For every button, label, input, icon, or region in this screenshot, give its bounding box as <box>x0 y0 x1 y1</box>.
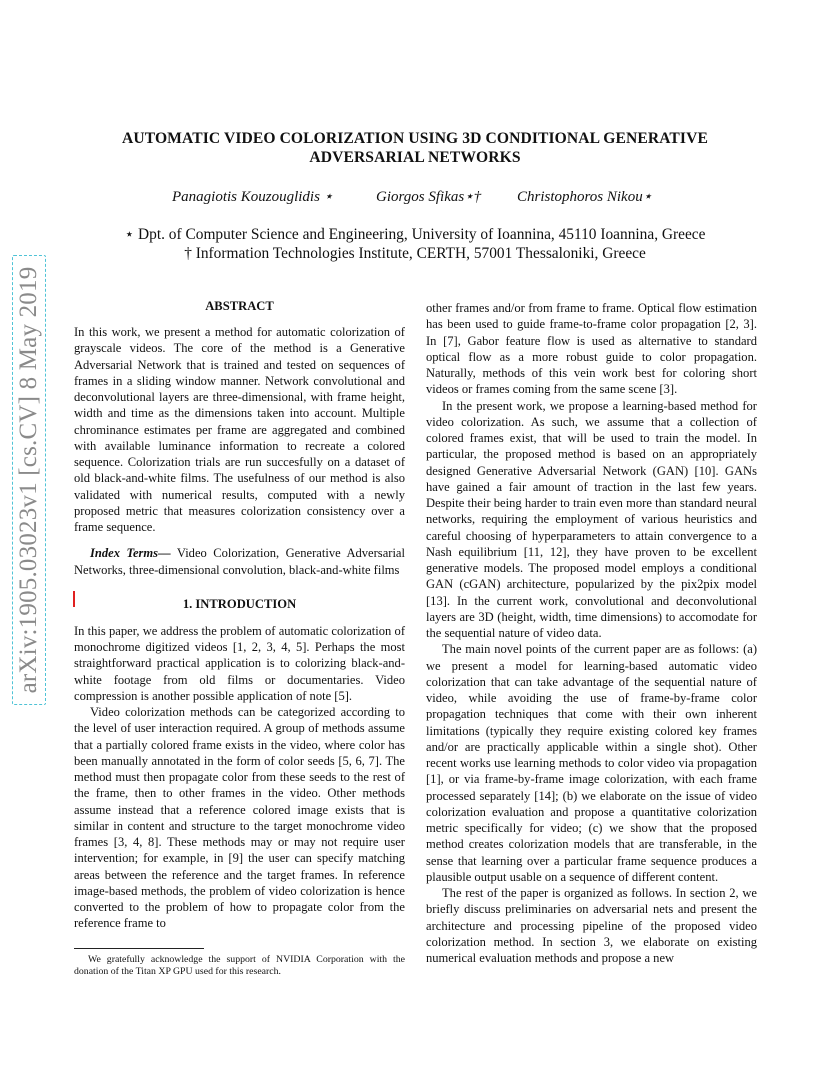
index-terms <box>74 545 405 578</box>
intro-paragraph-2: Video colorization methods can be categorized according to the level of user interaction required. A group of methods assume that a partially colored frame exists in the video, where color has been manually annotated in the form of color seeds [5, 6, 7]. The method must then propagate color from these seeds to the rest of the frame, then to other frames in the video. Other methods assume instead that a reference colored image exists that is similar in content and structure to the target monochrome video frames [3, 4, 8]. These methods may or may not require user intervention; for example, in [9] the user can specify matching areas between the reference and the target frames. In reference image-based methods, the problem of video colorization is hence converted to the problem of how to propagate color from the reference frame to <box>74 705 405 931</box>
abstract-text: In this work, we present a method for automatic colorization of grayscale videos. The core of the method is a Generative Adversarial Network that is trained and tested on sequences of frames in a sliding window manner. Network convolutional and deconvolutional layers are three-dimensional, with frame height, width and time as the dimensions taken into account. Multiple chrominance estimates per frame are aggregated and combined with available luminance information to recreate a colored sequence. Colorization trials are run succesfully on a dataset of old black-and-white films. The usefulness of our method is also validated with numerical results, computed with a newly proposed metric that measures colorization consistency over a frame sequence. <box>74 325 405 534</box>
index-terms-label: Index Terms— <box>90 546 171 561</box>
abstract-heading: ABSTRACT <box>205 299 274 313</box>
index-terms-text: Video Colorization, Generative Adversarial Networks, three-dimensional convolution, black-and-white films <box>74 546 405 577</box>
right-paragraph-3: The main novel points of the current paper are as follows: (a) we present a model for learning-based automatic video colorization that can take advantage of the sequential nature of video, while avoiding the use of frame-by-frame color propagation techniques that come with their own inherent limitations (typically they require existing colored key frames and/or are practically applicable within a single shot). Other recent works use learning methods to color video via propagation [1], or via frame-by-frame image colorization, with each frame processed separately [14]; (b) we elaborate on the issue of video colorization evaluation and propose a quantitative colorization metric specifically for video; (c) we show that the proposed method creates colorization models that are transferable, in the sense that learning over a particular frame sequence produces a plausible output usable on a sequence of different content. <box>426 642 757 884</box>
right-paragraph-1: other frames and/or from frame to frame. Optical flow estimation has been used to guide frame-to-frame color propagation [2, 3]. In [7], Gabor feature flow is used as alternative to standard optical flow as a more robust guide to color propagation. Naturally, methods of this vein work best for coloring short videos or frames coming from the same scene [3]. <box>426 301 757 397</box>
right-paragraph-2: In the present work, we propose a learning-based method for video colorization. As such, we assume that a collection of colored frames exist, that will be used to train the model. In particular, the proposed method is based on an appropriately designed Generative Adversarial Network (GAN) [10]. GANs have gained a fair amount of traction in the last few years. Despite their being harder to train even more than standard neural networks, requiring the employment of various heuristics and careful choosing of hyperparameters to attain convergence to a Nash equilibrium [11, 12], they have proven to be excellent generative models. The proposed model employs a conditional GAN (cGAN) architecture, popularized by the pix2pix model [13]. In the current work, convolutional and deconvolutional layers are 3D (height, width, time dimensions) to accomodate for the sequential nature of video data. <box>426 398 757 640</box>
right-column <box>426 300 757 966</box>
arxiv-identifier[interactable] <box>12 255 46 705</box>
text-cursor-mark <box>73 591 75 607</box>
affiliation-2: † Information Technologies Institute, CERTH, 57001 Thessaloniki, Greece <box>184 245 646 262</box>
author-3: Christophoros Nikou⋆ <box>517 189 653 205</box>
author-2: Giorgos Sfikas⋆† <box>376 189 482 205</box>
affiliations <box>60 225 770 263</box>
author-list <box>80 187 750 207</box>
footnote: We gratefully acknowledge the support of NVIDIA Corporation with the donation of the Titan XP GPU used for this research. <box>74 954 405 977</box>
intro-paragraph-1: In this paper, we address the problem of automatic colorization of monochrome digitized videos [1, 2, 3, 4, 5]. Perhaps the most straightforward practical application is to colorizing black-and-white footage from old films or documentaries. Video compression is another possible application of note [5]. <box>74 623 405 703</box>
paper-title: AUTOMATIC VIDEO COLORIZATION USING 3D CONDITIONAL GENERATIVE ADVERSARIAL NETWORKS <box>122 130 708 166</box>
affiliation-1: ⋆ Dpt. of Computer Science and Engineering, University of Ioannina, 45110 Ioannina, Greece <box>124 226 706 243</box>
right-paragraph-4: The rest of the paper is organized as follows. In section 2, we briefly discuss preliminaries on adversarial nets and present the architecture and processing pipeline of the proposed video colorization method. In section 3, we elaborate on existing numerical evaluation methods and propose a new <box>426 886 757 965</box>
introduction-heading-text: 1. INTRODUCTION <box>182 596 297 611</box>
arxiv-identifier-text[interactable]: arXiv:1905.03023v1 [cs.CV] 8 May 2019 <box>15 266 42 694</box>
author-1: Panagiotis Kouzouglidis ⋆ <box>172 189 334 205</box>
footnote-rule <box>74 948 204 949</box>
left-column <box>74 298 405 932</box>
introduction-heading <box>74 596 405 612</box>
